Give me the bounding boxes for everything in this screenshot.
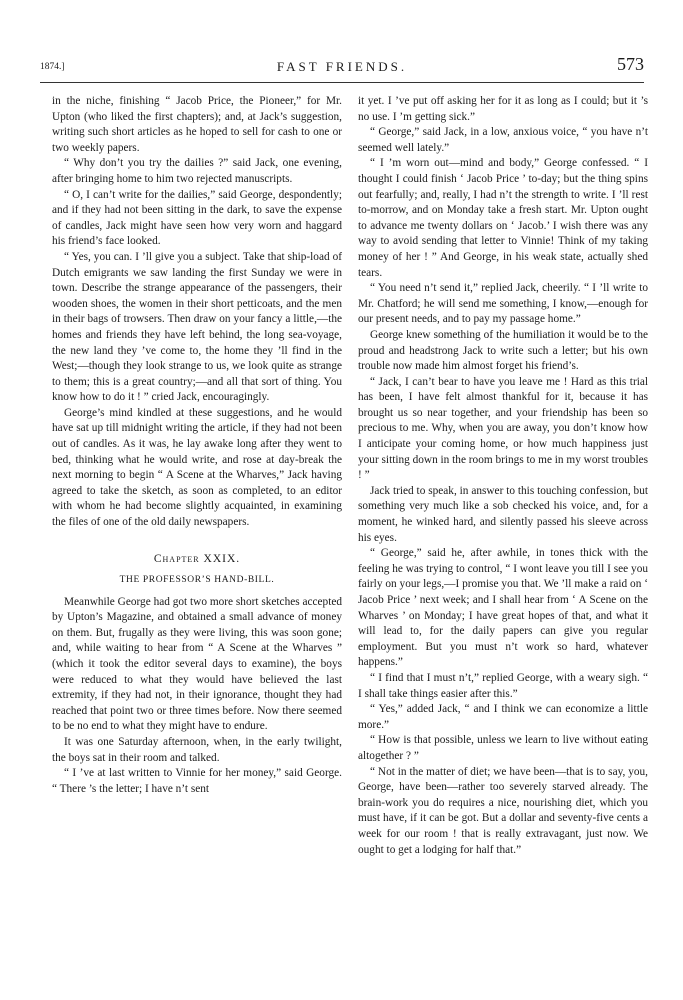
paragraph: It was one Saturday afternoon, when, in the early twilight, the boys sat in their room and talked. (52, 735, 342, 764)
page-number: 573 (617, 54, 644, 74)
paragraph: “ George,” said he, after awhile, in tones thick with the feeling he was trying to control, “ I wont leave you till I see you fairly on your legs,—I promise you that. We ’ll make a raid on ‘ Jacob Price ’ next week; and I shall hear from ‘ A Scene on the Wharves ’ on Monday; I have great hopes of that, and what it will lead to, for the daily papers can give you regular employment. But you must n’t work so hard, whatever happens.” (358, 547, 648, 669)
paragraph: Meanwhile George had got two more short sketches accepted by Upton’s Magazine, and obtained a small advance of money on them. But, frugally as they were living, this was soon gone; and, while waiting to hear from “ A Scene at the Wharves ” (which it took the editor several days to examine), the boys were reduced to what they would have believed the last extremity, if they had not, in their ignorance, thought they had reached that point two or three times before. Now there seemed to be no end to what they might have to endure. (52, 595, 342, 733)
running-head-title: FAST FRIENDS. (276, 59, 408, 74)
paragraph: in the niche, finishing “ Jacob Price, the Pioneer,” for Mr. Upton (who liked the first chapters); and, at Jack’s suggestion, writing such short articles as he hoped to sell for cash to one or two weekly papers. (52, 95, 342, 154)
paragraph: George knew something of the humiliation it would be to the proud and headstrong Jack to write such a letter; but his own trouble now made him almost forget his friend’s. (358, 328, 648, 373)
running-head (40, 50, 644, 83)
paragraph: “ I ’m worn out—mind and body,” George confessed. “ I thought I could finish ‘ Jacob Price ’ to-day; but the thing spins out fearfully; and, really, I had n’t the strength to write. I ’ll rest to-morrow, and on Monday take a fresh start. Mr. Upton ought to advance me twenty dollars on ‘ Jacob.’ I wish there was any way to avoid sending that letter to Vinnie! Think of my taking money of her ! ” And George, in his weak state, actually shed tears. (358, 157, 648, 279)
right-column (358, 94, 648, 858)
paragraph: “ You need n’t send it,” replied Jack, cheerily. “ I ’ll write to Mr. Chatford; he will send me something, I know,—enough for our present needs, and to pay my passage home.” (358, 282, 648, 326)
paragraph: “ Jack, I can’t bear to have you leave me ! Hard as this trial has been, I have felt almost thankful for it, because it has brought us so near together, and your friendship has been so precious to me. Why, when you are away, you don’t know how I anticipate your coming home, or how much happiness just your sitting down in the room brings to me in my worst troubles ! ” (358, 375, 648, 482)
paragraph: “ George,” said Jack, in a low, anxious voice, “ you have n’t seemed well lately.” (358, 126, 648, 154)
paragraph: “ Not in the matter of diet; we have been—that is to say, you, George, have been—rather too severely starved already. The brain-work you do requires a nice, nourishing diet, which you must have, if it can be got. But a dollar and seventy-five cents a week for our room ! that is really extravagant, just now. We ought to get a lodging for half that.” (358, 765, 648, 856)
paragraph: “ Why don’t you try the dailies ?” said Jack, one evening, after bringing home to him two rejected manuscripts. (52, 157, 342, 185)
paragraph: “ O, I can’t write for the dailies,” said George, despondently; and if they had not been sitting in the dark, to save the expense of candles, Jack might have seen how very worn and haggard his friend’s face looked. (52, 188, 342, 248)
paragraph: it yet. I ’ve put off asking her for it as long as I could; but it ’s no use. I ’m getting sick.” (358, 95, 648, 123)
paragraph: “ Yes, you can. I ’ll give you a subject. Take that ship-load of Dutch emigrants we saw landing the first Sunday we were in town. Describe the strange appearance of the passengers, their wooden shoes, the women in their short petticoats, and the men in their bags of trowsers. Then draw on your fancy a little,—the homes and friends they have left behind, the long sea-voyage, the new land they ’ve come to, the home they ’ll find in the West;—though they look strange to us, we look quite as strange to them; this is a great country;—and all that sort of thing. You know how to do it ! ” cried Jack, encouragingly. (52, 250, 342, 404)
left-column (52, 94, 342, 797)
paragraph: George’s mind kindled at these suggestions, and he would have sat up till midnight writing the article, if they had not been out of candles. As it was, he lay awake long after they went to bed, thinking what he would write, and rose at day-break the next morning to begin “ A Scene at the Wharves,” Jack having agreed to take the sketch, as soon as completed, to an editor with whom he had become slightly acquainted, in examining the files of one of the old daily newspapers. (52, 406, 342, 529)
running-head-date: 1874.] (40, 62, 65, 72)
paragraph: Jack tried to speak, in answer to this touching confession, but something very much like a sob checked his voice, and, for a moment, he winked hard, and silently passed his sleeve across his eyes. (358, 484, 648, 544)
paragraph: “ I ’ve at last written to Vinnie for her money,” said George. “ There ’s the letter; I have n’t sent (52, 767, 342, 795)
chapter-heading: Chapter XXIX. (153, 552, 241, 565)
chapter-subheading: THE PROFESSOR’S HAND-BILL. (119, 574, 275, 585)
paragraph: “ I find that I must n’t,” replied George, with a weary sigh. “ I shall take things easier after this.” (358, 671, 648, 700)
paragraph: “ Yes,” added Jack, “ and I think we can economize a little more.” (358, 703, 648, 731)
paragraph: “ How is that possible, unless we learn to live without eating altogether ? ” (358, 734, 648, 762)
